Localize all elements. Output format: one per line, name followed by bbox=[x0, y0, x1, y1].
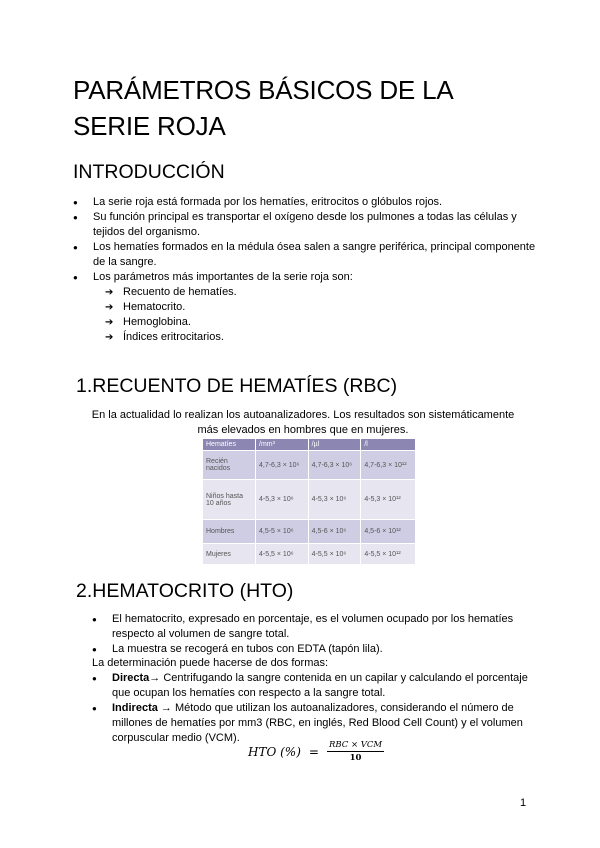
table-cell: Niños hasta 10 años bbox=[203, 480, 256, 520]
hto-list bbox=[92, 612, 542, 657]
table-cell: Recién nacidos bbox=[203, 451, 256, 480]
intro-heading: INTRODUCCIÓN bbox=[73, 161, 225, 183]
hto-formula bbox=[248, 740, 384, 763]
table-row bbox=[203, 544, 416, 565]
sub-item: ➔ Índices eritrocitarios. bbox=[105, 330, 543, 345]
table-cell: 4,7-6,3 × 10⁶ bbox=[308, 451, 361, 480]
list-item: ● Su función principal es transportar el oxígeno desde los pulmones a todas las células y tejidos del organismo. bbox=[73, 210, 543, 240]
table-cell: Mujeres bbox=[203, 544, 256, 565]
table-cell: 4-5,3 × 10⁶ bbox=[308, 480, 361, 520]
rbc-text-line1: En la actualidad lo realizan los autoanalizadores. Los resultados son sistemáticamente bbox=[91, 409, 515, 421]
table-cell: 4,7-6,3 × 10¹² bbox=[361, 451, 416, 480]
sub-item: ➔ Hematocrito. bbox=[105, 300, 543, 315]
methods-list bbox=[92, 671, 542, 746]
formula-numerator: RBC × VCM bbox=[328, 740, 383, 750]
table-row bbox=[203, 480, 416, 520]
methods-intro: La determinación puede hacerse de dos formas: bbox=[92, 657, 329, 669]
list-item: ● El hematocrito, expresado en porcentaje, es el volumen ocupado por los hematíes respecto al volumen de sangre total. bbox=[92, 612, 542, 642]
rbc-text-line2: más elevados en hombres que en mujeres. bbox=[197, 424, 409, 436]
table-cell: 4-5,5 × 10¹² bbox=[361, 544, 416, 565]
list-item: ● La muestra se recogerá en tubos con EDTA (tapón lila). bbox=[92, 642, 542, 657]
table-header: Hematíes bbox=[203, 439, 256, 451]
table-cell: 4-5,3 × 10⁶ bbox=[256, 480, 309, 520]
table-cell: 4,5-6 × 10¹² bbox=[361, 520, 416, 544]
hto-heading: 2.HEMATOCRITO (HTO) bbox=[76, 580, 294, 602]
list-item: ● Los parámetros más importantes de la serie roja son: ➔ Recuento de hematíes. ➔ Hematocrito. ➔ Hemoglobina. ➔ Índices eritrocitarios. bbox=[73, 270, 543, 345]
table-header: /mm³ bbox=[256, 439, 309, 451]
rbc-table bbox=[202, 438, 416, 565]
list-item: ● Los hematíes formados en la médula ósea salen a sangre periférica, principal componente de la sangre. bbox=[73, 240, 543, 270]
sub-item: ➔ Recuento de hematíes. bbox=[105, 285, 543, 300]
formula-equals: = bbox=[308, 744, 319, 759]
table-header: /l bbox=[361, 439, 416, 451]
table-cell: Hombres bbox=[203, 520, 256, 544]
table-header-row bbox=[203, 439, 416, 451]
rbc-heading: 1.RECUENTO DE HEMATÍES (RBC) bbox=[76, 375, 398, 397]
list-item: ● Directa→ Centrifugando la sangre contenida en un capilar y calculando el porcentaje que ocupan los hematíes con respecto a la sangre total. bbox=[92, 671, 542, 701]
document-title: PARÁMETROS BÁSICOS DE LA SERIE ROJA bbox=[73, 75, 454, 141]
page-number: 1 bbox=[520, 797, 527, 809]
formula-lhs: HTO (%) bbox=[248, 744, 301, 759]
table-cell: 4-5,3 × 10¹² bbox=[361, 480, 416, 520]
list-item: ● Indirecta → Método que utilizan los autoanalizadores, considerando el número de millones de hematíes por mm3 (RBC, en inglés, Red Blood Cell Count) y el volumen corpuscular medio (VCM). bbox=[92, 701, 542, 746]
table-cell: 4-5,5 × 10⁶ bbox=[256, 544, 309, 565]
table-cell: 4,5-5 × 10⁶ bbox=[256, 520, 309, 544]
formula-denominator: 10 bbox=[349, 753, 362, 763]
parameters-sublist bbox=[93, 285, 543, 345]
intro-list bbox=[73, 195, 543, 345]
table-row bbox=[203, 520, 416, 544]
sub-item: ➔ Hemoglobina. bbox=[105, 315, 543, 330]
table-header: /µl bbox=[308, 439, 361, 451]
formula-fraction bbox=[327, 740, 384, 763]
table-row bbox=[203, 451, 416, 480]
table-cell: 4,5-6 × 10⁶ bbox=[308, 520, 361, 544]
table-cell: 4-5,5 × 10⁶ bbox=[308, 544, 361, 565]
table-cell: 4,7-6,3 × 10⁶ bbox=[256, 451, 309, 480]
list-item: ● La serie roja está formada por los hematíes, eritrocitos o glóbulos rojos. bbox=[73, 195, 543, 210]
